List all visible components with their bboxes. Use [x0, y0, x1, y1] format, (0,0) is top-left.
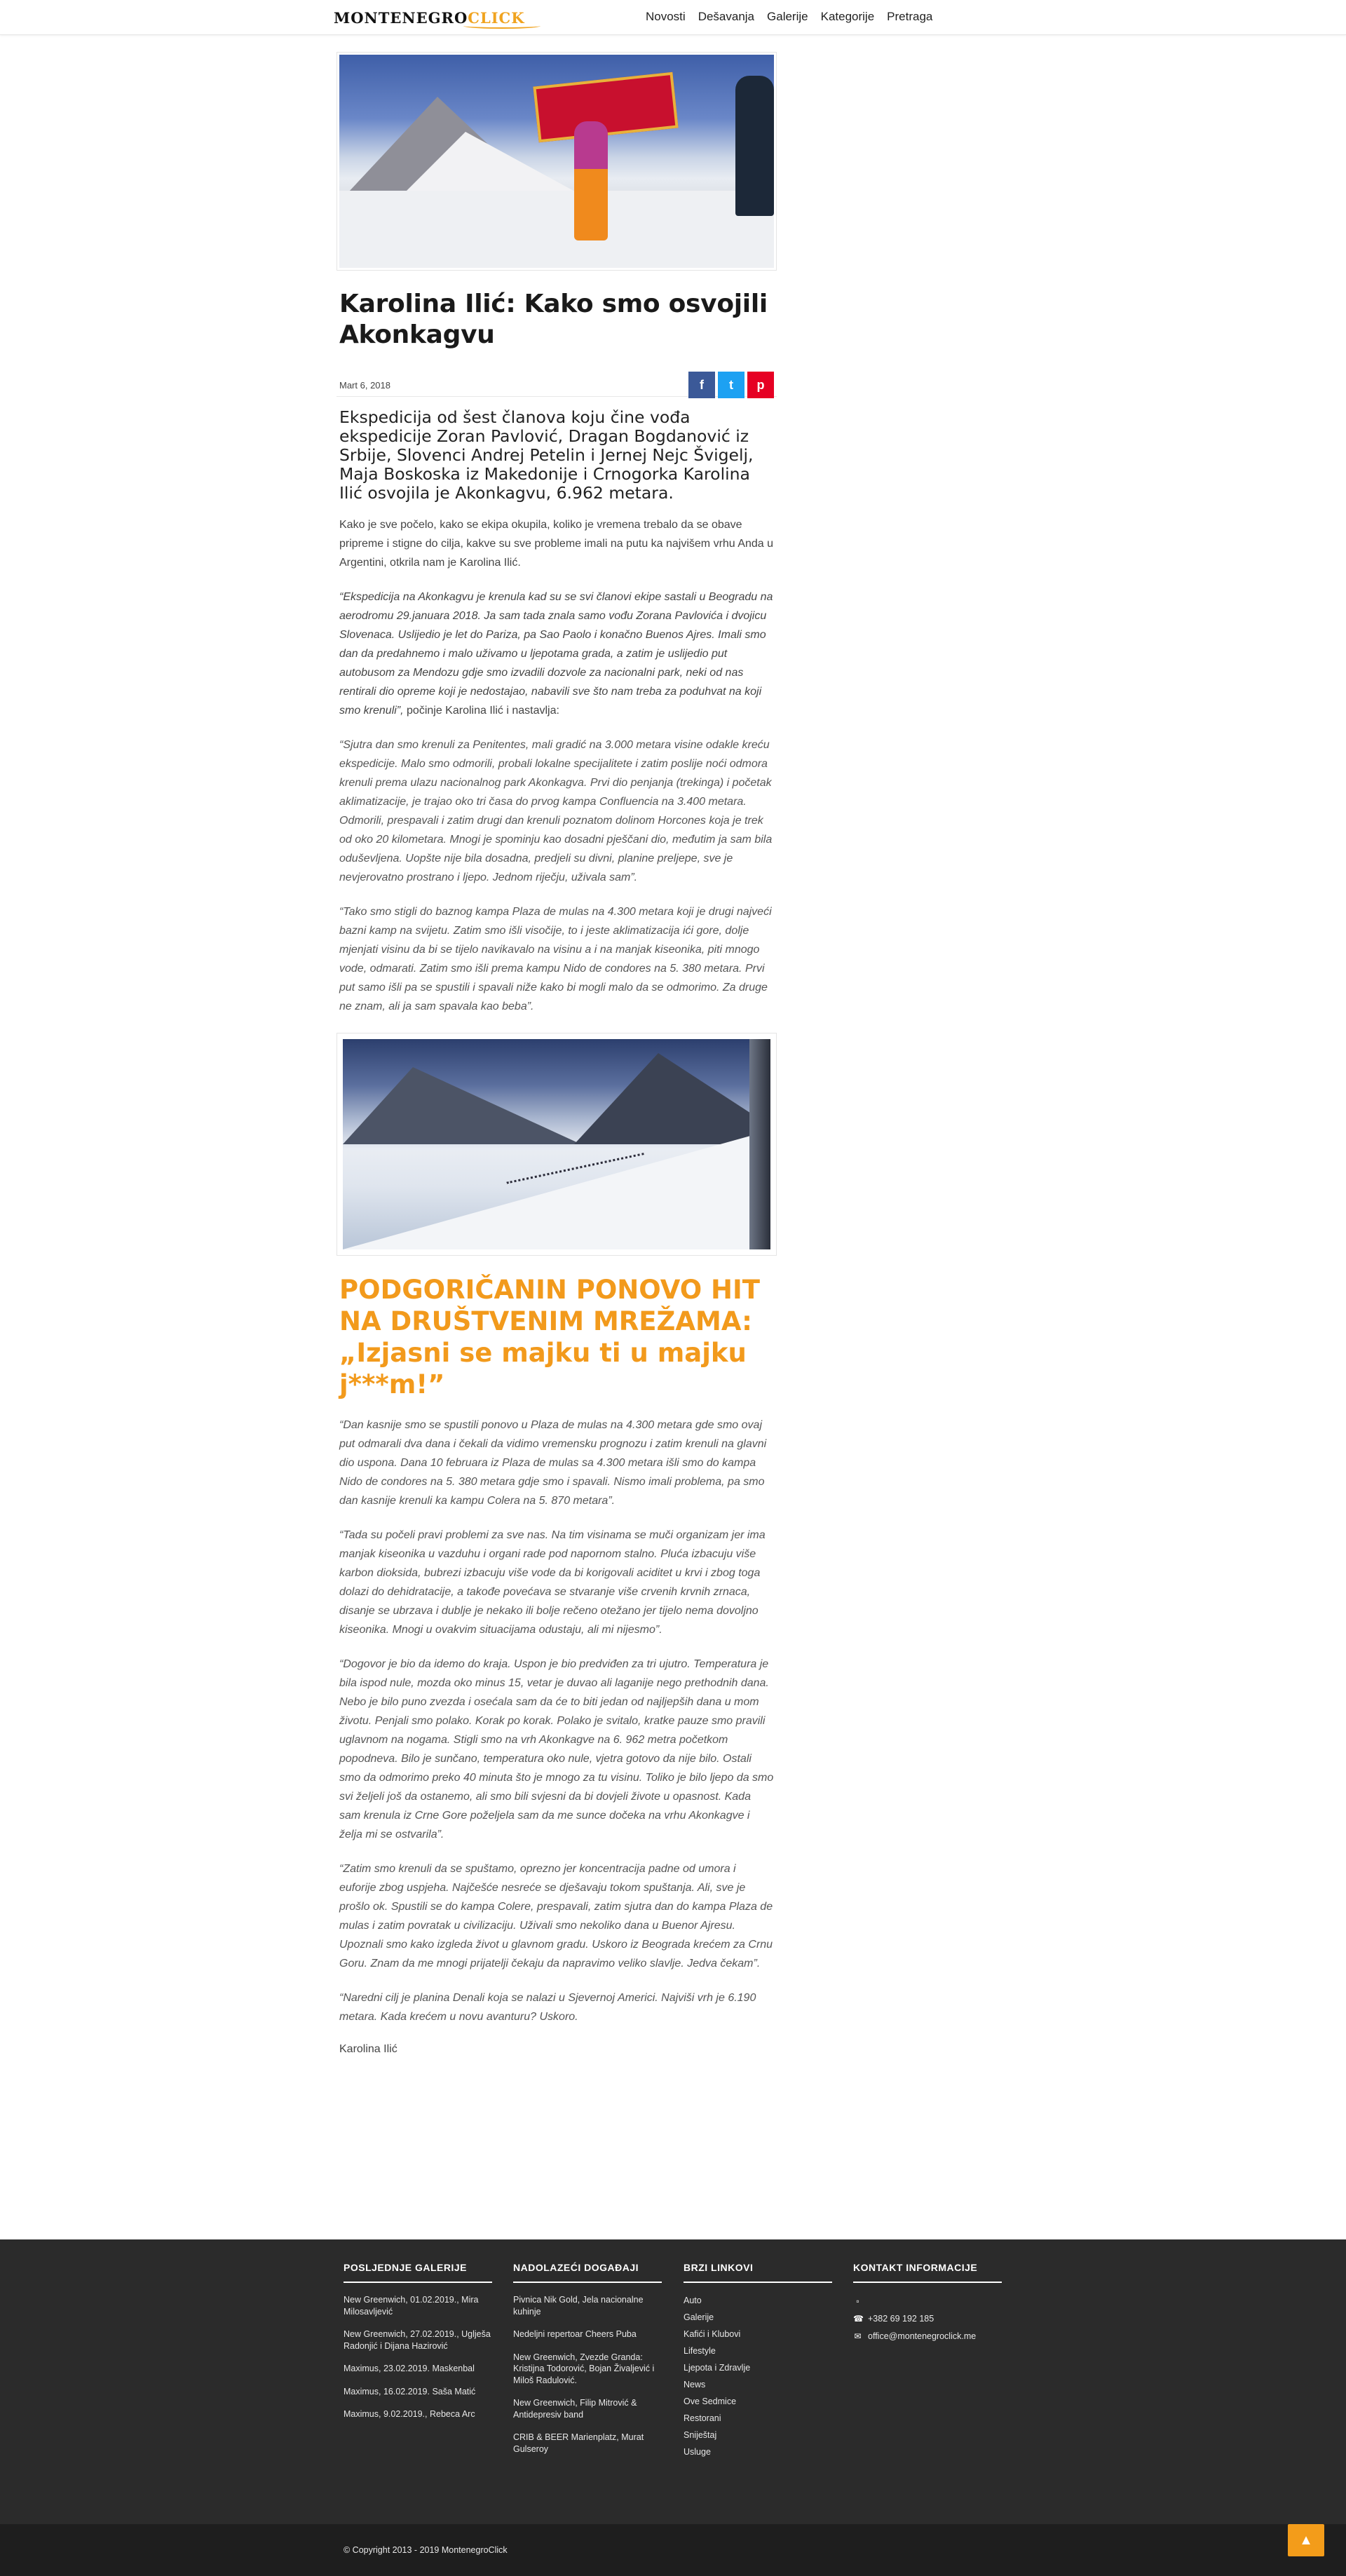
article-meta	[336, 365, 777, 397]
pinterest-share-icon[interactable]: p	[747, 372, 774, 398]
contact-email[interactable]	[853, 2329, 1002, 2343]
contact-phone[interactable]	[853, 2312, 1002, 2326]
email-value: office@montenegroclick.me	[868, 2331, 977, 2341]
article-quote-1	[336, 588, 777, 720]
hero-image	[336, 52, 777, 271]
quicklink[interactable]: Lifestyle	[684, 2346, 716, 2356]
event-link[interactable]: Nedeljni repertoar Cheers Puba	[513, 2329, 637, 2339]
contact-heading: KONTAKT INFORMACIJE	[853, 2262, 1002, 2283]
quicklink[interactable]: Restorani	[684, 2413, 721, 2423]
event-link[interactable]: New Greenwich, Zvezde Granda: Kristijna Todorović, Bojan Živaljević i Miloš Radulović.	[513, 2352, 655, 2385]
footer-contact	[853, 2262, 1002, 2347]
envelope-icon: ✉	[854, 2331, 862, 2341]
quicklink[interactable]: News	[684, 2380, 706, 2389]
footer-bottom-bar	[0, 2524, 1346, 2576]
article-lead: Ekspedicija od šest članova koju čine vođa ekspedicije Zoran Pavlović, Dragan Bogdanović iz Srbije, Slovenci Andrej Petelin i Jernej Nejc Švigelj, Maja Boskoska iz Makedonije i Crnogorka Karolina Ilić osvojila je Akonkagvu, 6.962 metara.	[339, 407, 754, 503]
article-quote-3: “Tako smo stigli do baznog kampa Plaza de mulas na 4.300 metara koji je drugi najveći bazni kamp na svijetu. Zatim smo išli visočije, to i jeste aklimatizacija ići gore, dolje mjenjati visinu da bi se tijelo navikavalo na visinu a i na manjak kiseonika, piti mnogo vode, odmarati. Zatim smo išli prema kampu Nido de condores na 5. 380 metara. Prvi put samo išli pa se spustili i spavali niže kako bi mogli malo da se odmorimo. Za druge ne znam, ali ja sam spavala kao beba”.	[339, 906, 772, 1012]
hero-photo	[339, 55, 774, 268]
article-author: Karolina Ilić	[339, 2043, 397, 2055]
article	[336, 52, 777, 2056]
quicklink[interactable]: Sniještaj	[684, 2430, 717, 2440]
facebook-share-icon[interactable]: f	[688, 372, 715, 398]
nav-desavanja[interactable]: Dešavanja	[698, 10, 755, 23]
arrow-up-icon: ▲	[1299, 2532, 1313, 2548]
event-link[interactable]: CRIB & BEER Marienplatz, Murat Gulseroy	[513, 2432, 644, 2454]
gallery-link[interactable]: New Greenwich, 27.02.2019., Uglješa Radonjić i Dijana Hazirović	[344, 2329, 491, 2351]
article-title: Karolina Ilić: Kako smo osvojili Akonkagvu	[339, 290, 768, 349]
related-article-image[interactable]	[336, 1033, 777, 1256]
quicklink[interactable]: Auto	[684, 2296, 702, 2305]
main-nav	[639, 10, 939, 24]
quicklink[interactable]: Ljepota i Zdravlje	[684, 2363, 751, 2373]
phone-value: +382 69 192 185	[868, 2314, 934, 2324]
nav-galerije[interactable]: Galerije	[767, 10, 808, 23]
logo-accent: CLICK	[468, 9, 525, 27]
related-photo	[343, 1039, 770, 1249]
back-to-top-button[interactable]	[1288, 2524, 1324, 2556]
event-link[interactable]: New Greenwich, Filip Mitrović & Antidepresiv band	[513, 2398, 637, 2420]
article-quote-2: “Sjutra dan smo krenuli za Penitentes, mali gradić na 3.000 metara visine odakle kreću ekspedicije. Malo smo odmorili, probali lokalne specijalitete i zatim poslije noći odmora krenuli prema ulazu nacionalnog park Akonkagva. Prvi dio penjanja (trekinga) i početak aklimatizacije, je trajao oko tri časa do prvog kampa Confluencia na 3.400 metara. Odmorili, prespavali i zatim drugi dan krenuli poznatom dolinom Horcones koja je trek od oko 20 kilometara. Mnogi je spominju kao dosadni pješčani dio, međutim ja sam bila oduševljena. Uopšte nije bila dosadna, predjeli su divni, planine preljepe, sve je nevjerovatno prostrano i ljepo. Jednom riječju, uživala sam”.	[339, 739, 773, 883]
twitter-share-icon[interactable]: t	[718, 372, 745, 398]
phone-icon: ☎	[853, 2314, 864, 2324]
gallery-link[interactable]: Maximus, 23.02.2019. Maskenbal	[344, 2364, 475, 2373]
article-quote-4: “Dan kasnije smo se spustili ponovo u Plaza de mulas na 4.300 metara gde smo ovaj put odmarali dva dana i čekali da vidimo vremensku prognozu i zatim krenuli na glavni dio uspona. Dana 10 februara iz Plaza de mulas sa 4.300 metara išli smo do kampa Nido de condores na 5. 380 metara gdje smo i spavali. Nismo imali problema, pa smo dan kasnije krenuli ka kampu Colera na 5. 870 metara”.	[339, 1419, 767, 1507]
nav-novosti[interactable]: Novosti	[646, 10, 686, 23]
quote-1-tail: počinje Karolina Ilić i nastavlja:	[403, 705, 559, 717]
article-quote-6: “Dogovor je bio da idemo do kraja. Uspon je bio predviđen za tri ujutro. Temperatura je bila ispod nule, mozda oko minus 15, vetar je duvao ali laganije nego prethodnih dana. Nebo je bilo puno zvezda i osećala sam da će to biti jedan od najljepših dana u mom životu. Penjali smo polako. Korak po korak. Polako je svitalo, kratke pauze smo pravili uglavnom na nogama. Stigli smo na vrh Akonkagve na 6. 962 metra početkom popodneva. Bilo je sunčano, temperatura oko nule, vjetra gotovo da nije bilo. Ostali smo da odmorimo preko 40 minuta što je mnogo za tu visinu. Toliko je bilo ljepo da smo svi željeli još da ostanemo, ali smo bili svjesni da bi dovjeli živote u opasnost. Kada sam krenula iz Crne Gore poželjela sam da me sunce dočeka na vrhu Akonkagve i želja mi se ostvarila”.	[339, 1658, 774, 1841]
events-heading: NADOLAZEĆI DOGAĐAJI	[513, 2262, 662, 2283]
event-link[interactable]: Pivnica Nik Gold, Jela nacionalne kuhinje	[513, 2295, 644, 2317]
quicklink[interactable]: Galerije	[684, 2312, 714, 2322]
quicklink[interactable]: Kafići i Klubovi	[684, 2329, 741, 2339]
article-intro: Kako je sve počelo, kako se ekipa okupila, koliko je vremena trebalo da se obave pripreme i stigne do cilja, kakve su sve probleme imali na putu ka najvišem vrhu Anda u Argentini, otkrila nam je Karolina Ilić.	[339, 519, 773, 569]
contact-logo	[853, 2294, 1002, 2308]
logo-main: MONTENEGRO	[334, 9, 468, 27]
article-quote-7: “Zatim smo krenuli da se spuštamo, oprezno jer koncentracija padne od umora i euforije zbog uspjeha. Najčešće nesreće se dješavaju tokom spuštanja. Ali, sve je prošlo ok. Spustili se do kampa Colere, prespavali, zatim sjutra dan do kampa Plaza de mulas i zatim povratak u civilizaciju. Uživali smo nekoliko dana u Buenor Ajresu. Upoznali smo kako izgleda život u glavnom gradu. Uskoro iz Beograda krećem za Crnu Goru. Znam da me mnogi prijatelji čekaju da napravimo veliko slavlje. Jedva čekam”.	[339, 1863, 773, 1970]
logo-swoosh-icon	[463, 23, 541, 29]
site-header	[0, 0, 1346, 35]
gallery-link[interactable]: Maximus, 16.02.2019. Saša Matić	[344, 2386, 476, 2397]
quicklink[interactable]: Ove Sedmice	[684, 2397, 737, 2406]
gallery-link[interactable]: New Greenwich, 01.02.2019., Mira Milosavljević	[344, 2295, 479, 2317]
nav-pretraga[interactable]: Pretraga	[887, 10, 933, 23]
copyright: © Copyright 2013 - 2019 MontenegroClick	[344, 2545, 508, 2555]
gallery-link[interactable]: Maximus, 9.02.2019., Rebeca Arc	[344, 2409, 475, 2419]
footer-galleries	[344, 2262, 492, 2432]
nav-kategorije[interactable]: Kategorije	[820, 10, 875, 23]
footer-quicklinks	[684, 2262, 832, 2462]
galleries-heading: POSLJEDNJE GALERIJE	[344, 2262, 492, 2283]
article-quote-5: “Tada su počeli pravi problemi za sve nas. Na tim visinama se muči organizam jer ima manjak kiseonika u vazduhu i organi rade pod napornom stalno. Pluća izbacuju više karbon dioksida, bubrezi izbacuju više vode da bi korigovali aciditet u krvi i zbog toga dolazi do dehidratacije, a takođe povećava se stvaranje više crvenih krvnih zrnaca, disanje se ubrzava i dublje je nekako ili bolje rečeno otežano jer tijelo nema dovoljno kiseonika. Mnogi u ovakvim situacijama odustaju, ali mi nijesmo”.	[339, 1529, 766, 1636]
share-buttons	[688, 372, 774, 398]
site-logo[interactable]	[334, 9, 525, 27]
article-date: Mart 6, 2018	[339, 380, 390, 391]
article-quote-8: “Naredni cilj je planina Denali koja se nalazi u Sjevernoj Americi. Najviši vrh je 6.190 metara. Kada krećem u novu avanturu? Uskoro.	[339, 1992, 756, 2023]
site-footer	[0, 2239, 1346, 2524]
related-article-title[interactable]: PODGORIČANIN PONOVO HIT NA DRUŠTVENIM MREŽAMA: „Izjasni se majku ti u majku j***m!”	[339, 1275, 761, 1399]
quote-1-text: “Ekspedicija na Akonkagvu je krenula kad su se svi članovi ekipe sastali u Beogradu na aerodromu 29.januara 2018. Ja sam tada znala samo vođu Zorana Pavlovića i dvojicu Slovenaca. Uslijedio je let do Pariza, pa Sao Paolo i konačno Buenos Ajres. Imali smo dan da predahnemo i malo uživamo u ljepotama grada, a zatim je uslijedio put autobusom za Mendozu gdje smo izvadili dozvole za nacionalni park, neki od nas rentirali dio opreme koji je nedostajao, nabavili sve što nam treba za poduhvat na koji smo krenuli”,	[339, 591, 773, 717]
quicklinks-heading: BRZI LINKOVI	[684, 2262, 832, 2283]
broken-image-icon: ▫	[856, 2296, 859, 2306]
footer-events	[513, 2262, 662, 2466]
quicklink[interactable]: Usluge	[684, 2447, 711, 2457]
